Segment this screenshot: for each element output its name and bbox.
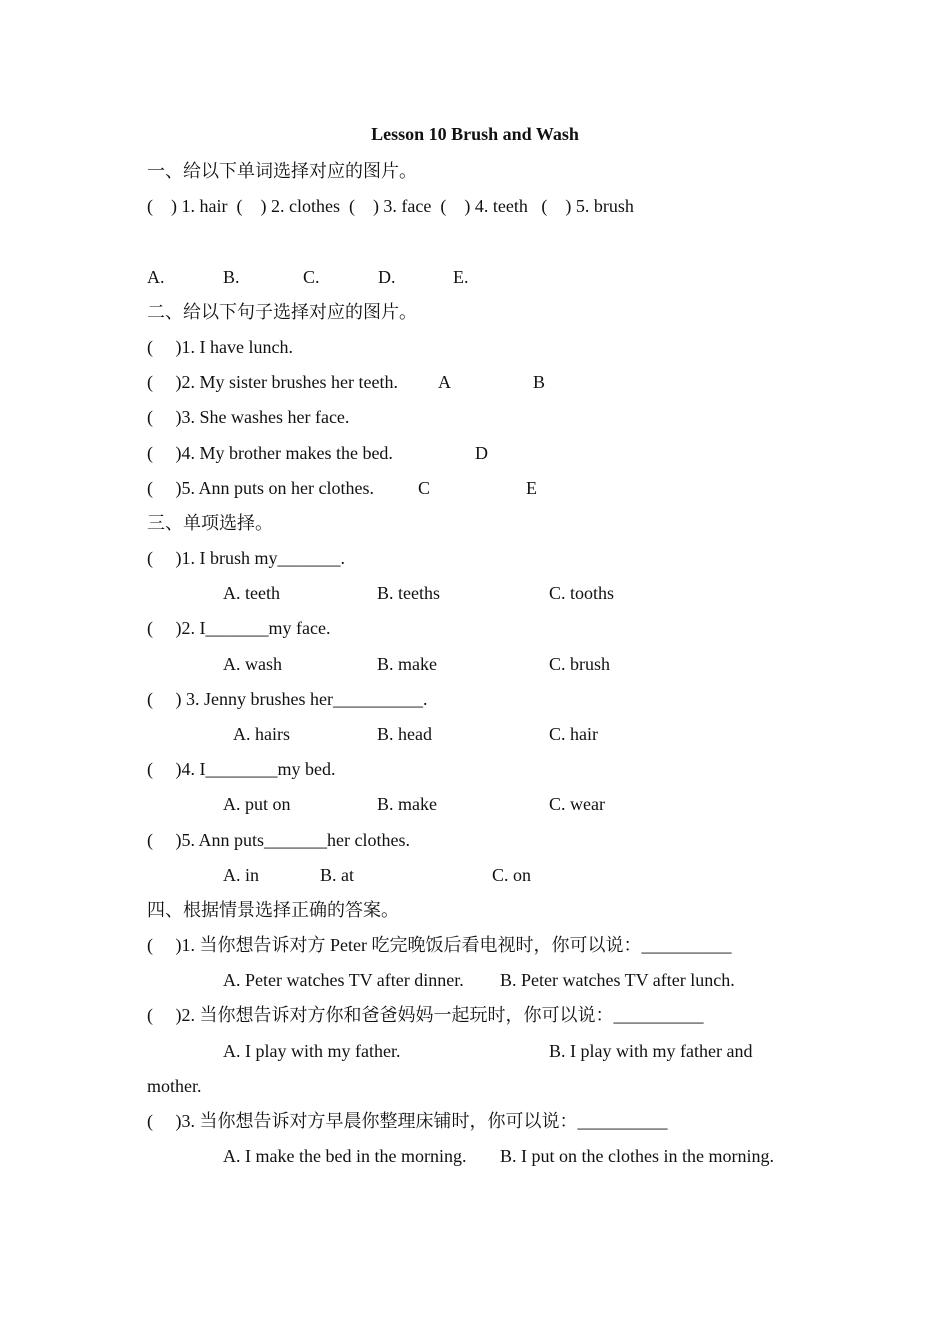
section4-q1: ( )1. 当你想告诉对方 Peter 吃完晚饭后看电视时，你可以说：__________ bbox=[147, 935, 732, 955]
section3-q1-option-c: C. tooths bbox=[549, 583, 615, 603]
section4-q2-option-b-continued: mother. bbox=[147, 1076, 202, 1096]
section1-heading: 一、给以下单词选择对应的图片。 bbox=[147, 161, 417, 181]
section1-pic-b: B. bbox=[223, 267, 240, 287]
section4-q2-option-a: A. I play with my father. bbox=[223, 1041, 401, 1061]
section2-pic-a: A bbox=[438, 372, 451, 392]
section3-heading: 三、单项选择。 bbox=[147, 513, 273, 533]
section3-q3-option-b: B. head bbox=[377, 724, 432, 744]
section4-q3-option-a: A. I make the bed in the morning. bbox=[223, 1146, 467, 1166]
section3-q2-option-c: C. brush bbox=[549, 654, 611, 674]
section4-heading: 四、根据情景选择正确的答案。 bbox=[147, 900, 399, 920]
section3-q5-option-c: C. on bbox=[492, 865, 532, 885]
section3-q2-option-b: B. make bbox=[377, 654, 437, 674]
section3-q3-option-a: A. hairs bbox=[233, 724, 290, 744]
section3-q4-option-c: C. wear bbox=[549, 794, 605, 814]
section3-q1-option-b: B. teeths bbox=[377, 583, 440, 603]
section3-q1: ( )1. I brush my_______. bbox=[147, 548, 345, 568]
page-title: Lesson 10 Brush and Wash bbox=[371, 124, 579, 144]
section1-pic-a: A. bbox=[147, 267, 165, 287]
section2-pic-d: D bbox=[475, 443, 488, 463]
section4-q1-option-a: A. Peter watches TV after dinner. bbox=[223, 970, 464, 990]
section2-pic-b: B bbox=[533, 372, 546, 392]
section1-pic-e: E. bbox=[453, 267, 469, 287]
section1-words: ( ) 1. hair ( ) 2. clothes ( ) 3. face ( ) 4. teeth ( ) 5. brush bbox=[147, 196, 634, 216]
section2-item-4: ( )4. My brother makes the bed. bbox=[147, 443, 393, 463]
section4-q3: ( )3. 当你想告诉对方早晨你整理床铺时，你可以说：__________ bbox=[147, 1111, 668, 1131]
section2-item-2: ( )2. My sister brushes her teeth. bbox=[147, 372, 398, 392]
section2-item-5: ( )5. Ann puts on her clothes. bbox=[147, 478, 374, 498]
section3-q5-option-a: A. in bbox=[223, 865, 259, 885]
section4-q2: ( )2. 当你想告诉对方你和爸爸妈妈一起玩时，你可以说：__________ bbox=[147, 1005, 704, 1025]
section3-q4-option-b: B. make bbox=[377, 794, 437, 814]
section4-q3-option-b: B. I put on the clothes in the morning. bbox=[500, 1146, 774, 1166]
section3-q2: ( )2. I_______my face. bbox=[147, 618, 331, 638]
section3-q2-option-a: A. wash bbox=[223, 654, 282, 674]
section3-q1-option-a: A. teeth bbox=[223, 583, 280, 603]
section2-item-3: ( )3. She washes her face. bbox=[147, 407, 350, 427]
section3-q5-option-b: B. at bbox=[320, 865, 354, 885]
section3-q3-option-c: C. hair bbox=[549, 724, 598, 744]
section2-item-1: ( )1. I have lunch. bbox=[147, 337, 293, 357]
section4-q2-option-b: B. I play with my father and bbox=[549, 1041, 753, 1061]
section3-q5: ( )5. Ann puts_______her clothes. bbox=[147, 830, 410, 850]
section3-q3: ( ) 3. Jenny brushes her__________. bbox=[147, 689, 428, 709]
section2-heading: 二、给以下句子选择对应的图片。 bbox=[147, 302, 417, 322]
section3-q4: ( )4. I________my bed. bbox=[147, 759, 336, 779]
section2-pic-c: C bbox=[418, 478, 431, 498]
section2-pic-e: E bbox=[526, 478, 537, 498]
section4-q1-option-b: B. Peter watches TV after lunch. bbox=[500, 970, 735, 990]
section3-q4-option-a: A. put on bbox=[223, 794, 291, 814]
section1-pic-d: D. bbox=[378, 267, 396, 287]
section1-pic-c: C. bbox=[303, 267, 320, 287]
